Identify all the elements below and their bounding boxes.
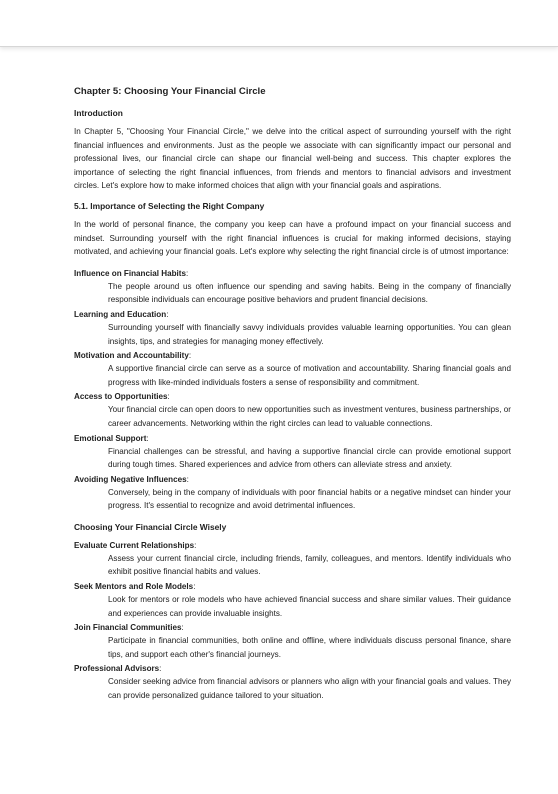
intro-heading: Introduction <box>74 108 123 118</box>
section-5-1-heading: 5.1. Importance of Selecting the Right Company <box>74 200 265 211</box>
document-viewer-header <box>0 0 558 47</box>
document-page <box>74 86 511 704</box>
term-heading: Learning and Education: <box>74 309 169 319</box>
chapter-title: Chapter 5: Choosing Your Financial Circle <box>74 86 266 97</box>
term-description: Assess your current financial circle, including friends, family, colleagues, and mentors. Identify individuals who exhibit positive financial habits and values. <box>108 553 511 577</box>
spacer <box>74 514 511 522</box>
term-heading: Professional Advisors: <box>74 664 162 674</box>
term-description: Look for mentors or role models who have achieved financial success and share similar values. Their guidance and experiences can provide invaluable insights. <box>108 595 511 618</box>
term-heading: Join Financial Communities: <box>74 623 184 633</box>
term-heading: Influence on Financial Habits: <box>74 268 189 278</box>
term-heading: Emotional Support: <box>74 433 149 443</box>
term-description: A supportive financial circle can serve as a source of motivation and accountability. Sharing financial goals and progress with like-minded individuals fosters a sense of responsibility and commitment. <box>108 364 511 387</box>
term-heading: Evaluate Current Relationships: <box>74 540 197 550</box>
term-description: Conversely, being in the company of individuals with poor financial habits or a negative mindset can hinder your progress. It's essential to recognize and avoid detrimental influences. <box>108 487 511 511</box>
term-description: Participate in financial communities, both online and offline, where individuals discuss personal finance, share tips, and support each other's financial journeys. <box>108 636 511 659</box>
term-heading: Avoiding Negative Influences: <box>74 474 189 484</box>
intro-paragraph: In Chapter 5, "Choosing Your Financial Circle," we delve into the critical aspect of surrounding yourself with the right financial influences and environments. Just as the people we associate with can significantly impact our personal and professional lives, our financial circle can shape our financial well-being and success. This chapter explores the importance of selecting the right financial influences, from friends and mentors to financial advisors and investment circles. Let's explore how to make informed choices that align with your financial goals and aspirations. <box>74 127 511 191</box>
section-5-1-paragraph: In the world of personal finance, the company you keep can have a profound impact on your financial success and mindset. Surrounding yourself with the right financial influences is crucial for making informed decisions, staying motivated, and achieving your financial goals. Let's explore why selecting the right financial circle is of utmost importance: <box>74 219 511 257</box>
term-description: Financial challenges can be stressful, and having a supportive financial circle can provide emotional support during tough times. Shared experiences and advice from others can alleviate stress and anxiety. <box>108 446 511 470</box>
section-wisely-heading: Choosing Your Financial Circle Wisely <box>74 521 227 532</box>
term-description: Surrounding yourself with financially savvy individuals provides valuable learning opportunities. You can glean insights, tips, and strategies for managing money effectively. <box>108 322 511 346</box>
term-description: The people around us often influence our spending and saving habits. Being in the company of financially responsible individuals can encourage positive behaviors and prudent financial decisions. <box>108 281 511 305</box>
term-heading: Motivation and Accountability: <box>74 351 192 361</box>
term-heading: Seek Mentors and Role Models: <box>74 582 196 592</box>
term-heading: Access to Opportunities: <box>74 392 170 402</box>
term-description: Your financial circle can open doors to new opportunities such as investment ventures, business partnerships, or career advancements. Networking within the right circles can lead to valuable connections. <box>108 405 511 428</box>
term-description: Consider seeking advice from financial advisors or planners who align with your financial goals and values. They can provide personalized guidance tailored to your situation. <box>108 677 511 701</box>
